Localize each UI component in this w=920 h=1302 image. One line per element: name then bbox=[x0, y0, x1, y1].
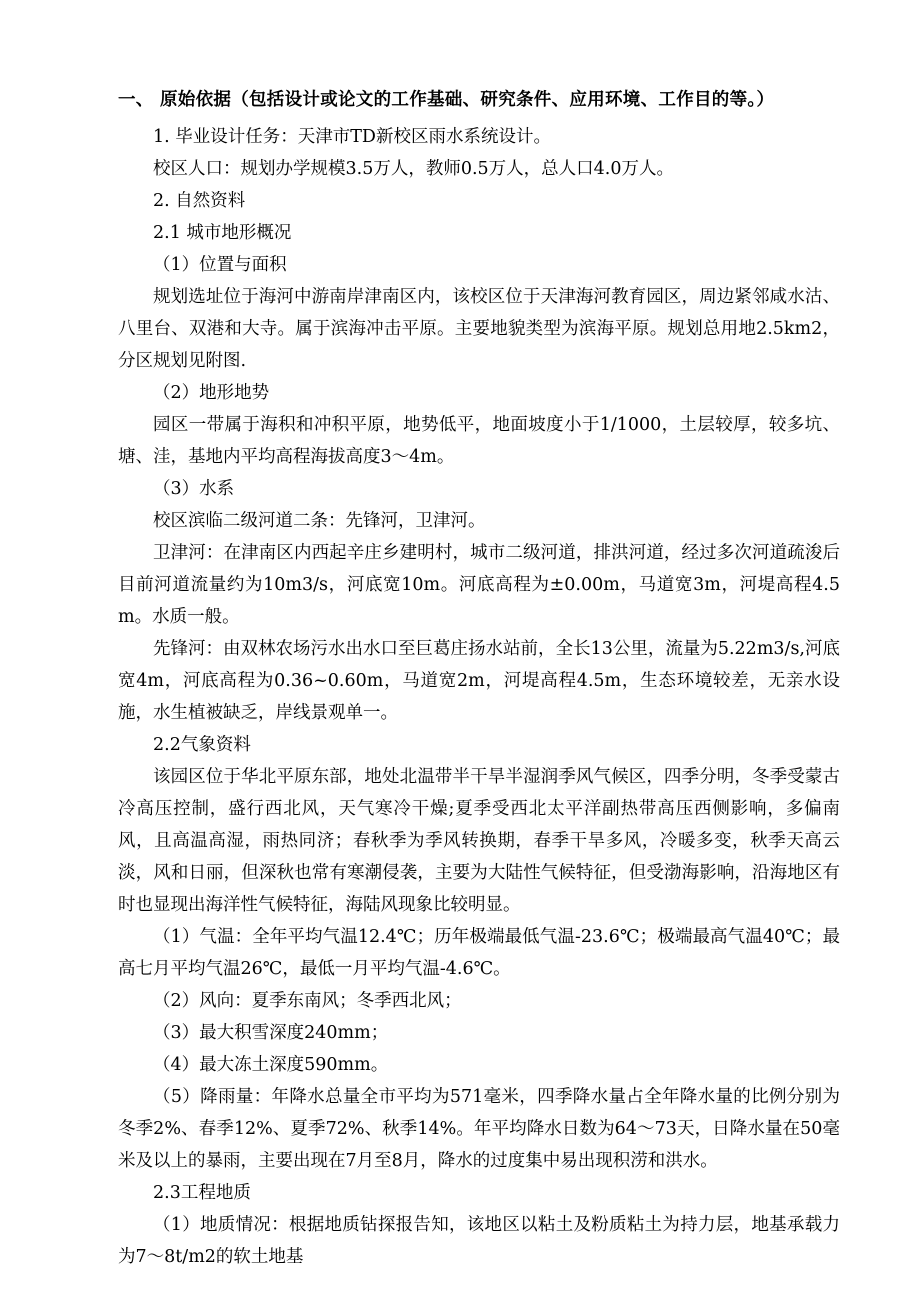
population-paragraph: 校区人口：规划办学规模3.5万人，教师0.5万人，总人口4.0万人。 bbox=[153, 159, 674, 179]
heading-natural-data: 2. 自然资料 bbox=[153, 191, 246, 211]
xianfeng-river-paragraph: 先锋河：由双林农场污水出水口至巨葛庄扬水站前，全长13公里，流量为5.22m3/s,河底宽4m，河底高程为0.36~0.60m，马道宽2m，河堤高程4.5m，生态环境较差，无亲水设施，水生植被缺乏，岸线景观单一。 bbox=[118, 639, 840, 723]
weijin-river-paragraph: 卫津河：在津南区内西起辛庄乡建明村，城市二级河道，排洪河道，经过多次河道疏浚后目前河道流量约为10m3/s，河底宽10m。河底高程为±0.00m，马道宽3m，河堤高程4.5m。水质一般。 bbox=[118, 543, 840, 627]
location-paragraph: 规划选址位于海河中游南岸津南区内，该校区位于天津海河教育园区，周边紧邻咸水沽、八里台、双港和大寺。属于滨海冲击平原。主要地貌类型为滨海平原。规划总用地2.5km2，分区规划见附图. bbox=[118, 287, 840, 371]
section-title: 一、 原始依据（包括设计或论文的工作基础、研究条件、应用环境、工作目的等。） bbox=[118, 90, 775, 110]
wind-direction-item: （2）风向：夏季东南风；冬季西北风； bbox=[153, 991, 462, 1011]
temperature-paragraph: （1）气温：全年平均气温12.4℃；历年极端最低气温-23.6℃；极端最高气温40℃；最高七月平均气温26℃，最低一月平均气温-4.6℃。 bbox=[118, 927, 840, 979]
water-system-paragraph: 校区滨临二级河道二条：先锋河，卫津河。 bbox=[153, 511, 486, 531]
climate-paragraph: 该园区位于华北平原东部，地处北温带半干旱半湿润季风气候区，四季分明，冬季受蒙古冷高压控制，盛行西北风，天气寒冷干燥;夏季受西北太平洋副热带高压西侧影响，多偏南风，且高温高湿，雨热同济；春秋季为季风转换期，春季干旱多风，冷暖多变，秋季天高云淡，风和日丽，但深秋也常有寒潮侵袭，主要为大陆性气候特征，但受渤海影响，沿海地区有时也显现出海洋性气候特征，海陆风现象比较明显。 bbox=[118, 767, 840, 915]
heading-terrain-overview: 2.1 城市地形概况 bbox=[153, 223, 292, 243]
rainfall-paragraph: （5）降雨量：年降水总量全市平均为571毫米，四季降水量占全年降水量的比例分别为冬季2%、春季12%、夏季72%、秋季14%。年平均降水日数为64～73天，日降水量在50毫米及以上的暴雨，主要出现在7月至8月，降水的过度集中易出现积涝和洪水。 bbox=[118, 1087, 840, 1171]
heading-location-area: （1）位置与面积 bbox=[153, 255, 287, 275]
snow-depth-item: （3）最大积雪深度240mm； bbox=[153, 1023, 389, 1043]
heading-water-system: （3）水系 bbox=[153, 479, 235, 499]
topography-paragraph: 园区一带属于海积和冲积平原，地势低平，地面坡度小于1/1000，土层较厚，较多坑、塘、洼，基地内平均高程海拔高度3～4m。 bbox=[118, 415, 840, 467]
frost-depth-item: （4）最大冻土深度590mm。 bbox=[153, 1055, 389, 1075]
document-body bbox=[118, 88, 840, 1273]
heading-engineering-geology: 2.3工程地质 bbox=[153, 1183, 251, 1203]
heading-topography: （2）地形地势 bbox=[153, 383, 270, 403]
task-item: 1. 毕业设计任务：天津市TD新校区雨水系统设计。 bbox=[153, 127, 551, 147]
geology-paragraph: （1）地质情况：根据地质钻探报告知，该地区以粘土及粉质粘土为持力层，地基承载力为7～8t/m2的软土地基 bbox=[118, 1215, 840, 1267]
heading-meteorology: 2.2气象资料 bbox=[153, 735, 251, 755]
